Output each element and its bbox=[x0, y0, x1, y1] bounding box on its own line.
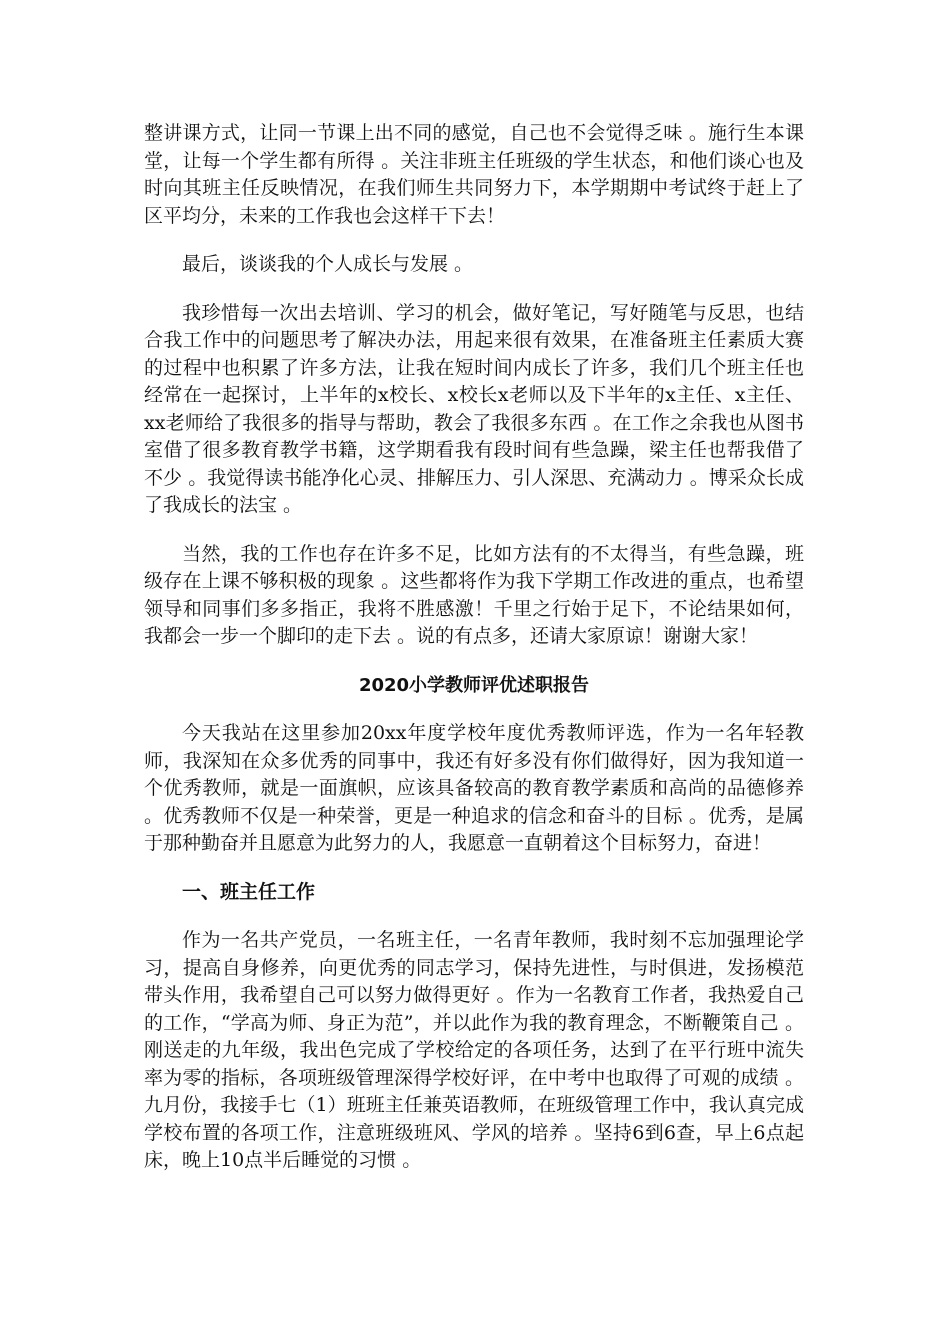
document-page bbox=[144, 120, 804, 1175]
body-paragraph-shortcomings: 当然，我的工作也存在许多不足，比如方法有的不太得当，有些急躁，班级存在上课不够积极的现象 。这些都将作为我下学期工作改进的重点，也希望领导和同事们多多指正，我将不胜感激！千里之行始于足下，不论结果如何，我都会一步一个脚印的走下去 。说的有点多，还请大家原谅！谢谢大家！ bbox=[144, 542, 804, 647]
report-title: 2020小学教师评优述职报告 bbox=[358, 674, 590, 696]
body-paragraph-closing-intro: 最后，谈谈我的个人成长与发展 。 bbox=[182, 253, 474, 275]
body-paragraph-continuation: 整讲课方式，让同一节课上出不同的感觉，自己也不会觉得乏味 。施行生本课堂，让每一个学生都有所得 。关注非班主任班级的学生状态，和他们谈心也及时向其班主任反映情况，在我们师生共同努力下，本学期期中考试终于赶上了区平均分，未来的工作我也会这样干下去！ bbox=[144, 122, 804, 227]
section-heading: 一、班主任工作 bbox=[182, 880, 316, 903]
section-body-paragraph: 作为一名共产党员，一名班主任，一名青年教师，我时刻不忘加强理论学习，提高自身修养，向更优秀的同志学习，保持先进性，与时俱进，发扬模范带头作用，我希望自己可以努力做得更好 。作为一名教育工作者，我热爱自己的工作，“学高为师、身正为范”，并以此作为我的教育理念，不断鞭策自己 。刚送走的九年级，我出色完成了学校给定的各项任务，达到了在平行班中流失率为零的指标，各项班级管理深得学校好评，在中考中也取得了可观的成绩 。九月份，我接手七（1）班班主任兼英语教师，在班级管理工作中，我认真完成学校布置的各项工作，注意班级班风、学风的培养 。坚持6到6查，早上6点起床，晚上10点半后睡觉的习惯 。 bbox=[144, 929, 804, 1171]
body-paragraph-growth: 我珍惜每一次出去培训、学习的机会，做好笔记，写好随笔与反思，也结合我工作中的问题思考了解决办法，用起来很有效果，在准备班主任素质大赛的过程中也积累了许多方法，让我在短时间内成长了许多，我们几个班主任也经常在一起探讨，上半年的x校长、x校长x老师以及下半年的x主任、x主任、xx老师给了我很多的指导与帮助，教会了我很多东西 。在工作之余我也从图书室借了很多教育教学书籍，这学期看我有段时间有些急躁，梁主任也帮我借了不少 。我觉得读书能净化心灵、排解压力、引人深思、充满动力 。博采众长成了我成长的法宝 。 bbox=[144, 301, 804, 516]
report-intro-paragraph: 今天我站在这里参加20xx年度学校年度优秀教师评选，作为一名年轻教师，我深知在众多优秀的同事中，我还有好多没有你们做得好，因为我知道一个优秀教师，就是一面旗帜，应该具备较高的教育教学素质和高尚的品德修养 。优秀教师不仅是一种荣誉，更是一种追求的信念和奋斗的目标 。优秀，是属于那种勤奋并且愿意为此努力的人，我愿意一直朝着这个目标努力，奋进！ bbox=[144, 722, 804, 854]
